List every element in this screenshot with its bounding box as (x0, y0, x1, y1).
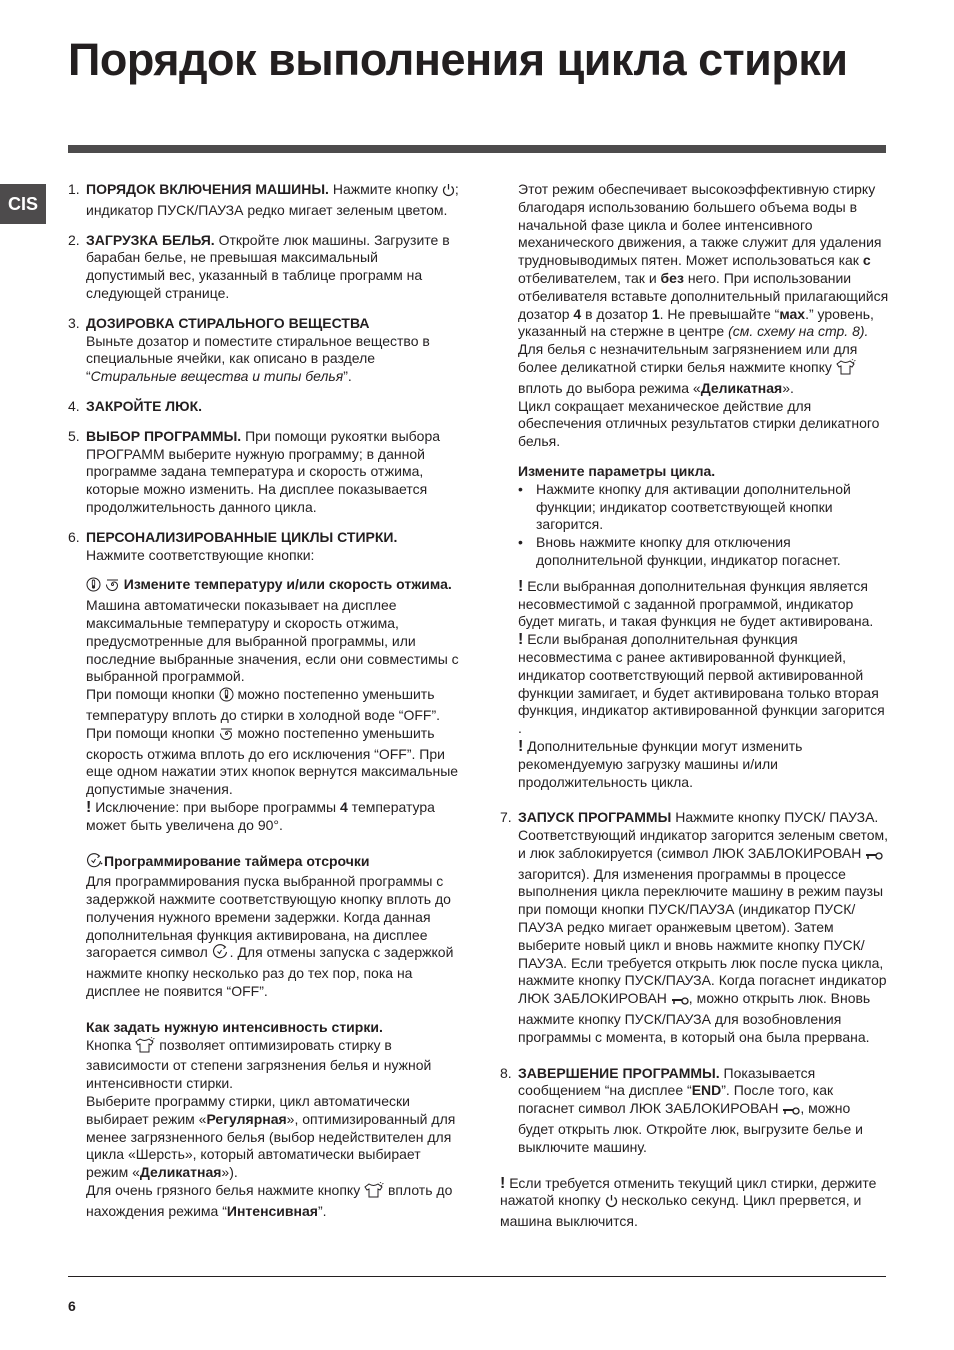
step-heading: ЗАВЕРШЕНИЕ ПРОГРАММЫ. (518, 1064, 720, 1081)
step-text: При помощи рукоятки выбора ПРОГРАММ выберите нужную программу; в данной программе задана температура и скорость отжима, которые можно изменить. На дисплее показывается продолжительность данного цикла. (86, 427, 441, 515)
section-reference: Стиральные вещества и типы белья (90, 368, 344, 385)
step-text: отбеливателем, так и (518, 269, 661, 286)
power-icon (442, 183, 455, 202)
display-end: END (691, 1082, 722, 1099)
intensity-continued (500, 181, 890, 791)
step-heading: ДОЗИРОВКА СТИРАЛЬНОГО ВЕЩЕСТВА (86, 314, 370, 331)
step-text: ”. После того, как погаснет символ ЛЮК ЗАБЛОКИРОВАН (518, 1082, 834, 1117)
step-text: ”. (317, 1202, 327, 1219)
step-text: Машина автоматически показывает на дисплее максимальные температуру и скорость отжима, предусмотренные для выбранной программы, или последние выбранные значения, если они совместимы с выбранной программой. (86, 597, 459, 685)
step-number: 3. (68, 314, 80, 331)
step-text: . Для отмены запуска с задержкой нажмите кнопку несколько раз до тех пор, пока на дисплее не появится “OFF”. (86, 944, 454, 1000)
step-text: Выньте дозатор и поместите стиральное вещество в специальные ячейки, как описано в разделе “ (86, 332, 430, 385)
exception-text: температура может быть увеличена до 90°. (86, 798, 435, 833)
step-text: него. При использовании отбеливателя вставьте дополнительный прилагающийся дозатор (518, 269, 889, 322)
mode-regular: Регулярная (206, 1110, 287, 1127)
delay-timer-icon (212, 944, 230, 965)
bullet-text: Нажмите кнопку для активации дополнительной функции; индикатор соответствующей кнопки загорится. (536, 480, 851, 533)
emphasis: без (660, 269, 684, 286)
step-text: .” уровень, указанный на стержне в центре (518, 305, 874, 340)
step-number: 5. (68, 427, 80, 444)
step-text: вплоть до выбора режима « (518, 379, 701, 396)
dispenser-number: 1 (651, 305, 660, 322)
step-text: Нажмите кнопку (328, 181, 442, 197)
thermometer-icon (219, 687, 234, 707)
footer-divider (68, 1276, 886, 1277)
options-section (518, 463, 890, 791)
step-text: можно постепенно уменьшить скорость отжима вплоть до его исключения “OFF”. При еще одном нажатии этих кнопок вернутся максимальные допустимые значения. (86, 724, 459, 798)
step-text: Для белья с незначительным загрязнением или для более деликатной стирки белья нажмите кнопку (518, 341, 858, 375)
step-text: Нажмите соответствующие кнопки: (86, 546, 315, 563)
step-text: , можно будет открыть люк. Откройте люк, выгрузите белье и выключите машину. (518, 1100, 863, 1155)
intensity-section (86, 1019, 460, 1221)
spin-icon (219, 726, 234, 746)
language-tab: CIS (0, 184, 46, 224)
shirt-intensity-icon (135, 1037, 155, 1058)
step-text: вплоть до нахождения режима “ (86, 1182, 453, 1219)
step-text: ; индикатор ПУСК/ПАУЗА редко мигает зеленым цветом. (86, 181, 459, 218)
step-text: Откройте люк машины. Загрузите в барабан белье, не превышая максимальный допустимый вес, указанный в таблице программ на следующей странице. (86, 231, 450, 301)
step-text: Показывается сообщением “на дисплее “ (518, 1064, 816, 1099)
warning-icon: ! (518, 631, 524, 649)
delay-timer-icon (86, 853, 104, 874)
bullet-text: Вновь нажмите кнопку для отключения дополнительной функции, индикатор погаснет. (536, 534, 841, 568)
step-number: 8. (500, 1064, 512, 1081)
mode-intensive: Интенсивная (226, 1202, 318, 1219)
step-heading: ЗАПУСК ПРОГРАММЫ (518, 809, 672, 826)
step-text: Кнопка (86, 1036, 136, 1053)
warning-icon: ! (518, 577, 524, 595)
step-text: »). (221, 1164, 238, 1181)
step-number: 2. (68, 231, 80, 248)
step-text: Для программирования пуска выбранной программы с задержкой нажмите соответствующую кнопку вплоть до получения нужного времени задержки. Когда данная дополнительная функция активирована, на дисплее загорается символ (86, 873, 451, 961)
key-lock-icon (782, 1103, 800, 1121)
step-text: в дозатор (581, 305, 652, 322)
step-heading: ВЫБОР ПРОГРАММЫ. (86, 427, 242, 444)
page-title: Порядок выполнения цикла стирки (68, 34, 848, 85)
shirt-intensity-icon (364, 1182, 384, 1203)
power-icon (605, 1194, 618, 1213)
exception-text: Исключение: при выборе программы (91, 798, 340, 815)
step-heading: ЗАГРУЗКА БЕЛЬЯ. (86, 231, 215, 248)
intensity-heading: Как задать нужную интенсивность стирки. (86, 1018, 383, 1035)
left-column (68, 181, 460, 1233)
step-text: Для очень грязного белья нажмите кнопку (86, 1182, 365, 1199)
warning-icon: ! (518, 737, 524, 755)
options-bullet-list (518, 481, 890, 570)
note-text: Если требуется отменить текущий цикл стирки, держите нажатой кнопку (500, 1174, 877, 1209)
timer-section (86, 853, 460, 1001)
page-number: 6 (68, 1298, 76, 1314)
key-lock-icon (671, 993, 689, 1011)
step-2 (68, 232, 460, 303)
step-text: можно постепенно уменьшить температуру вплоть до стирки в холодной воде “OFF”. При помощи кнопки (86, 686, 441, 741)
step-text: », оптимизированный для менее загрязненного белья (выбор недействителен для цикла «Шерсть», который автоматически выбирает режим « (86, 1110, 456, 1181)
step-text: ». (782, 379, 794, 396)
step-text: Цикл сокращает механическое действие для обеспечения отличных результатов стирки деликатного белья. (518, 397, 880, 450)
page-reference: (см. схему на стр. 8). (728, 323, 869, 340)
step-text: При помощи кнопки (86, 686, 219, 703)
step-text: Этот режим обеспечивает высокоэффективную стирку благодаря использованию большего объема воды в начальной фазе цикла и более интенсивного механического движения, а также служит для удаления трудновыводимых пятен. Может использоваться как (518, 181, 882, 269)
warning-icon: ! (500, 1174, 506, 1192)
warning-text: Если выбраная дополнительная функция несовместима с ранее активированной функцией, индикатор соответствующий первой активированной функции замигает, и будет активирована только вторая функция, индикатор активированной функции загорится . (518, 631, 885, 737)
step-number: 1. (68, 181, 80, 197)
cancel-cycle-note (500, 1175, 890, 1231)
right-column (500, 181, 890, 1231)
max-level: мах (779, 305, 806, 322)
key-lock-icon (865, 848, 883, 866)
step-text: ”. (343, 368, 352, 385)
step-6 (68, 529, 460, 1221)
step-heading: ПОРЯДОК ВКЛЮЧЕНИЯ МАШИНЫ. (86, 181, 329, 197)
spin-icon (105, 577, 120, 597)
shirt-intensity-icon (836, 359, 856, 380)
step-text: загорится). Для изменения программы в процессе выполнения цикла переключите машину в режим паузы при помощи кнопки ПУСК/ПАУЗА (индикатор ПУСК/ПАУЗА редко мигает оранжевым цветом). Затем выберите новый цикл и вновь нажмите кнопку ПУСК/ПАУЗА. Если требуется открыть люк после пуска цикла, нажмите кнопку ПУСК/ПАУЗА. Когда погаснет индикатор ЛЮК ЗАБЛОКИРОВАН (518, 865, 887, 1007)
step-4 (68, 398, 460, 416)
temp-spin-heading: Измените температуру и/или скорость отжима. (123, 576, 452, 593)
note-text: несколько секунд. Цикл прервется, и машина выключится. (500, 1192, 862, 1230)
program-number: 4 (340, 798, 348, 815)
warning-text: Если выбранная дополнительная функция является несовместимой с заданной программой, индикатор будет мигать, и такая функция не будет активирована. (518, 577, 874, 630)
step-number: 7. (500, 809, 512, 826)
warning-text: Дополнительные функции могут изменить рекомендуемую загрузку машины и/или продолжительность цикла. (518, 737, 803, 790)
emphasis: с (862, 252, 871, 269)
step-1 (68, 181, 460, 220)
step-text: Нажмите кнопку ПУСК/ ПАУЗА. Соответствующий индикатор загорится зеленым светом, и люк заблокируется (символ ЛЮК ЗАБЛОКИРОВАН (518, 809, 889, 861)
step-8 (500, 1065, 890, 1157)
step-heading: ПЕРСОНАЛИЗИРОВАННЫЕ ЦИКЛЫ СТИРКИ. (86, 528, 398, 545)
step-number: 4. (68, 397, 80, 414)
temp-spin-section (86, 576, 460, 834)
step-text: , можно открыть люк. Вновь нажмите кнопку ПУСК/ПАУЗА для возобновления программы с момента, в который она была прервана. (518, 990, 871, 1045)
list-item: • Нажмите кнопку для активации дополнительной функции; индикатор соответствующей кнопки загорится. (518, 481, 890, 534)
list-item: • Вновь нажмите кнопку для отключения дополнительной функции, индикатор погаснет. (518, 534, 890, 570)
step-7 (500, 809, 890, 1046)
options-heading: Измените параметры цикла. (518, 462, 716, 479)
warning-icon: ! (86, 798, 92, 816)
dispenser-number: 4 (573, 305, 582, 322)
step-number: 6. (68, 528, 80, 545)
step-text: . Не превышайте “ (659, 305, 780, 322)
step-text: позволяет оптимизировать стирку в зависимости от степени загрязнения белья и нужной интенсивности стирки. (86, 1036, 432, 1092)
step-5 (68, 428, 460, 517)
step-heading: ЗАКРОЙТЕ ЛЮК. (86, 397, 203, 414)
mode-delicate: Деликатная (139, 1164, 222, 1181)
title-divider-bar (68, 145, 886, 153)
step-3 (68, 315, 460, 386)
thermometer-icon (86, 577, 101, 597)
mode-delicate: Деликатная (700, 379, 783, 396)
timer-heading: Программирование таймера отсрочки (104, 852, 370, 869)
step-text: Выберите программу стирки, цикл автоматически выбирает режим « (86, 1093, 410, 1127)
